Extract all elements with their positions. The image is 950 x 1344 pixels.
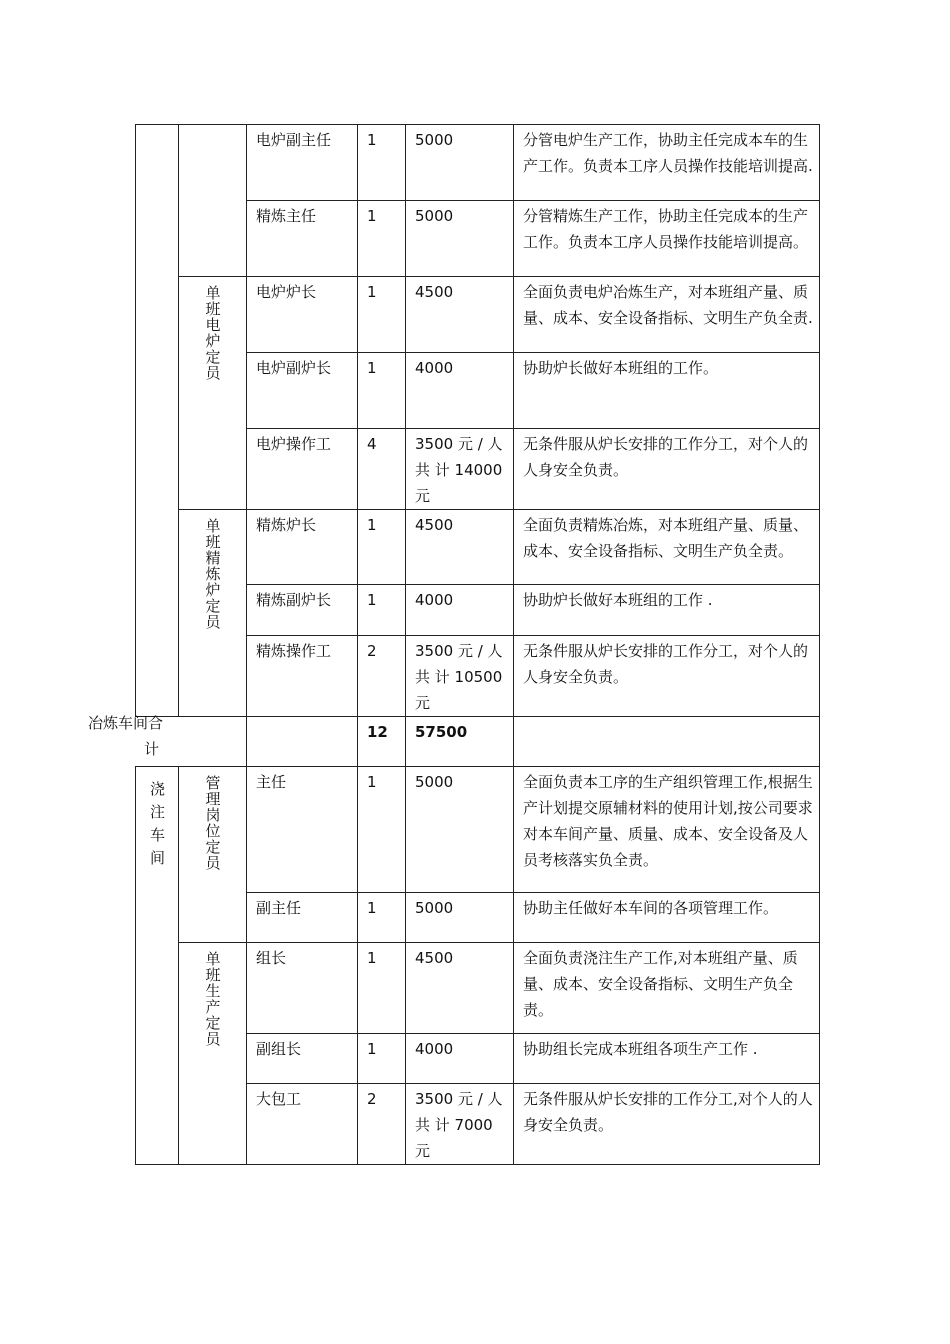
duty-cell: 无条件服从炉长安排的工作分工，对个人的人身安全负责。 xyxy=(514,429,820,510)
count-cell: 1 xyxy=(358,201,406,277)
count-cell: 1 xyxy=(358,893,406,943)
salary-cell: 3500 元 / 人共 计 10500 元 xyxy=(406,636,514,717)
salary-cell: 3500 元 / 人共 计 7000 元 xyxy=(406,1084,514,1165)
staffing-table xyxy=(135,124,820,1165)
group-cell-production xyxy=(179,943,247,1165)
count-cell: 1 xyxy=(358,767,406,893)
count-cell: 2 xyxy=(358,1084,406,1165)
salary-cell: 4500 xyxy=(406,943,514,1034)
table-row xyxy=(136,767,820,893)
salary-cell: 5000 xyxy=(406,767,514,893)
duty-cell: 全面负责本工序的生产组织管理工作,根据生产计划提交原辅材料的使用计划,按公司要求对本车间产量、质量、成本、安全设备及人员考核落实负全责。 xyxy=(514,767,820,893)
salary-cell: 4000 xyxy=(406,353,514,429)
subtotal-count: 12 xyxy=(358,717,406,767)
position-cell: 副主任 xyxy=(247,893,358,943)
duty-cell: 协助组长完成本班组各项生产工作 . xyxy=(514,1034,820,1084)
subtotal-blank xyxy=(247,717,358,767)
count-cell: 1 xyxy=(358,125,406,201)
count-cell: 1 xyxy=(358,510,406,585)
table-row xyxy=(136,510,820,585)
salary-cell: 4500 xyxy=(406,510,514,585)
salary-cell: 4000 xyxy=(406,1034,514,1084)
count-cell: 4 xyxy=(358,429,406,510)
subtotal-duty xyxy=(514,717,820,767)
duty-cell: 全面负责电炉冶炼生产，对本班组产量、质量、成本、安全设备指标、文明生产负全责. xyxy=(514,277,820,353)
table-row xyxy=(136,277,820,353)
position-cell: 电炉炉长 xyxy=(247,277,358,353)
salary-cell: 3500 元 / 人共 计 14000 元 xyxy=(406,429,514,510)
position-cell: 精炼操作工 xyxy=(247,636,358,717)
count-cell: 1 xyxy=(358,353,406,429)
position-cell: 主任 xyxy=(247,767,358,893)
salary-cell: 4000 xyxy=(406,585,514,636)
position-cell: 大包工 xyxy=(247,1084,358,1165)
count-cell: 1 xyxy=(358,585,406,636)
count-cell: 1 xyxy=(358,1034,406,1084)
duty-cell: 协助主任做好本车间的各项管理工作。 xyxy=(514,893,820,943)
position-cell: 精炼副炉长 xyxy=(247,585,358,636)
group-cell-management xyxy=(179,125,247,277)
position-cell: 电炉操作工 xyxy=(247,429,358,510)
position-cell: 精炼炉长 xyxy=(247,510,358,585)
table-row xyxy=(136,125,820,201)
salary-cell: 4500 xyxy=(406,277,514,353)
subtotal-label-line1: 冶炼车间合 xyxy=(88,714,164,732)
workshop-cell-smelting xyxy=(136,125,179,717)
subtotal-salary: 57500 xyxy=(406,717,514,767)
count-cell: 1 xyxy=(358,277,406,353)
group-cell-electric-furnace xyxy=(179,277,247,510)
salary-cell: 5000 xyxy=(406,125,514,201)
duty-cell: 全面负责精炼冶炼，对本班组产量、质量、成本、安全设备指标、文明生产负全责。 xyxy=(514,510,820,585)
group-label: 单班生产定员 xyxy=(203,951,222,1047)
count-cell: 1 xyxy=(358,943,406,1034)
group-label: 单班电炉定员 xyxy=(203,285,222,381)
position-cell: 电炉副炉长 xyxy=(247,353,358,429)
group-label: 管理岗位定员 xyxy=(203,775,222,871)
count-cell: 2 xyxy=(358,636,406,717)
group-cell-refining xyxy=(179,510,247,717)
subtotal-label-line2: 计 xyxy=(144,740,160,758)
workshop-label: 浇注车间 xyxy=(148,781,166,873)
position-cell: 电炉副主任 xyxy=(247,125,358,201)
duty-cell: 分管电炉生产工作，协助主任完成本车的生产工作。负责本工序人员操作技能培训提高. xyxy=(514,125,820,201)
group-label: 单班精炼炉定员 xyxy=(203,518,222,630)
duty-cell: 全面负责浇注生产工作,对本班组产量、质量、成本、安全设备指标、文明生产负全责。 xyxy=(514,943,820,1034)
position-cell: 组长 xyxy=(247,943,358,1034)
position-cell: 副组长 xyxy=(247,1034,358,1084)
salary-cell: 5000 xyxy=(406,893,514,943)
group-cell-management-posts xyxy=(179,767,247,943)
duty-cell: 协助炉长做好本班组的工作。 xyxy=(514,353,820,429)
duty-cell: 协助炉长做好本班组的工作 . xyxy=(514,585,820,636)
subtotal-row xyxy=(136,717,820,767)
duty-cell: 无条件服从炉长安排的工作分工,对个人的人身安全负责。 xyxy=(514,1084,820,1165)
table-row xyxy=(136,943,820,1034)
salary-cell: 5000 xyxy=(406,201,514,277)
workshop-cell-casting xyxy=(136,767,179,1165)
position-cell: 精炼主任 xyxy=(247,201,358,277)
duty-cell: 无条件服从炉长安排的工作分工，对个人的人身安全负责。 xyxy=(514,636,820,717)
subtotal-label xyxy=(88,710,168,762)
duty-cell: 分管精炼生产工作，协助主任完成本的生产工作。负责本工序人员操作技能培训提高。 xyxy=(514,201,820,277)
